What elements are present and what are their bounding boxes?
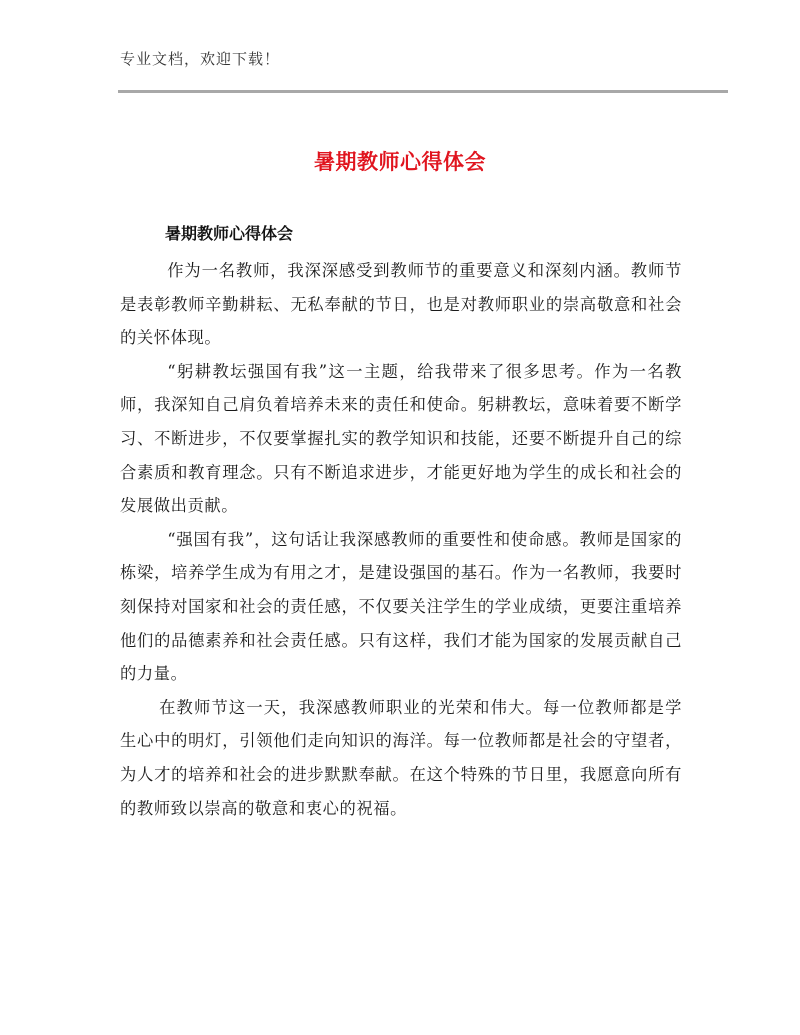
document-subtitle: 暑期教师心得体会 — [165, 224, 294, 243]
paragraph-2: “躬耕教坛强国有我”这一主题，给我带来了很多思考。作为一名教师，我深知自己肩负着培养未来的责任和使命。躬耕教坛，意味着要不断学习、不断进步，不仅要掌握扎实的教学知识和技能，还要不断提升自己的综合素质和教育理念。只有不断追求进步，才能更好地为学生的成长和社会的发展做出贡献。 — [120, 361, 682, 516]
header-divider — [118, 90, 728, 93]
header-note: 专业文档，欢迎下载！ — [120, 50, 281, 68]
paragraph-1: 作为一名教师，我深深感受到教师节的重要意义和深刻内涵。教师节是表彰教师辛勤耕耘、无私奉献的节日，也是对教师职业的崇高敬意和社会的关怀体现。 — [120, 261, 682, 348]
document-body — [120, 254, 682, 825]
paragraph-3: “强国有我”，这句话让我深感教师的重要性和使命感。教师是国家的栋梁，培养学生成为有用之才，是建设强国的基石。作为一名教师，我要时刻保持对国家和社会的责任感，不仅要关注学生的学业成绩，更要注重培养他们的品德素养和社会责任感。只有这样，我们才能为国家的发展贡献自己的力量。 — [120, 529, 682, 684]
paragraph-4: 在教师节这一天，我深感教师职业的光荣和伟大。每一位教师都是学生心中的明灯，引领他们走向知识的海洋。每一位教师都是社会的守望者，为人才的培养和社会的进步默默奉献。在这个特殊的节日里，我愿意向所有的教师致以崇高的敬意和衷心的祝福。 — [120, 697, 682, 818]
document-title: 暑期教师心得体会 — [314, 150, 486, 174]
